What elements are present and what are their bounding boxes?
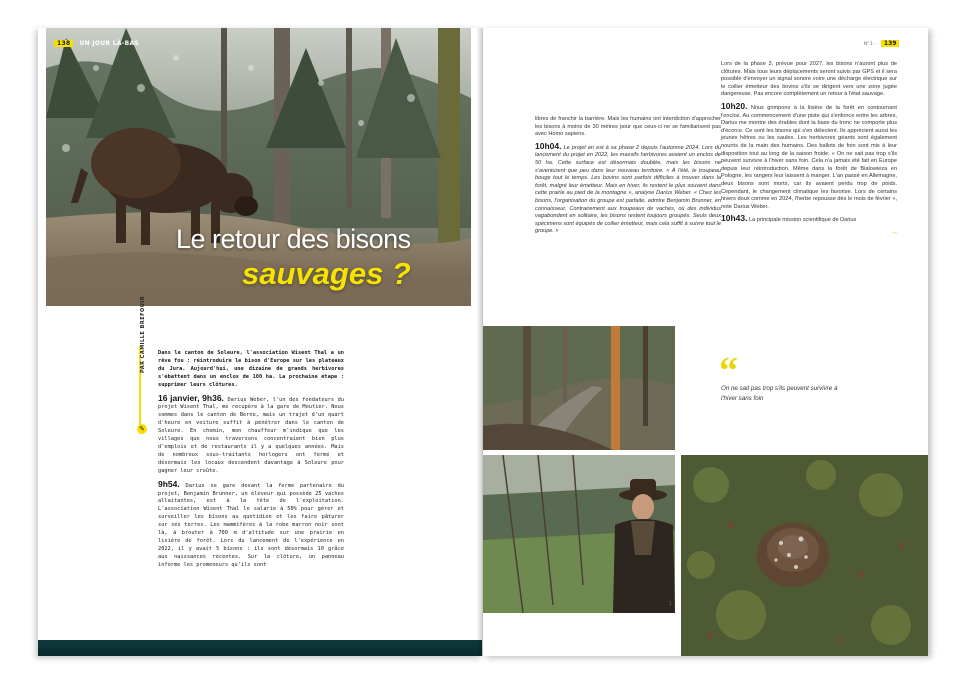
right-page: [483, 28, 928, 656]
paragraph-text: Darius Weber, l'un des fondateurs du projet Wisent Thal, me récupère à la gare de Moutier. Nous sommes dans le canton de Berne, mais un trajet d'un quart d'heure en voiture suffit à pénétrer dans le canton de Soleure. En chemin, mon chauffeur m'indique que les villages que nous traversons concentraient bien plus d'emplois et de restaurants il y a quelques années. Mais de nombreux sous-traitants horlogers ont fermé et désormais les locaux descendent davantage à Soleure pour gagner leur croûte.: [158, 396, 344, 474]
issue-meta: N° 1 · ·: [864, 40, 878, 46]
intro-paragraph: Dans le canton de Soleure, l'association Wisent Thal a un rêve fou : réintroduire le bison d'Europe sur les plateaux du Jura. Aujourd'hui, une dizaine de grands herbivores s'ébattent dans un enclos de 100 ha. La prochaine étape : supprimer leurs clôtures.: [158, 350, 344, 388]
pen-icon: ✎: [137, 424, 147, 434]
article-title-line1: Le retour des bisons: [176, 224, 411, 254]
paragraph-text: Nous grimpons à la lisière de la forêt en contournant l'enclos. Au commencement d'une piste qui s'enfonce entre les arbres, Darius me montre des érables dont la base du tronc ne comporte plus d'écorce. Ce sont les bisons qui s'en délectent. Ils apprécient aussi les jeunes hêtres ou les saules. Les herbivores géants sont également nourris de la main des humains. Des ballots de foin sont mis à leur disposition tout au long de la saison froide. « On ne sait pas trop s'ils peuvent survivre à l'hiver sans foin. Cela n'a jamais été fait en Europe depuis leur réintroduction. Même dans la forêt de Bialowieza en Pologne, les rangers leur laissent à manger. L'an passé en Allemagne, deux bisons sont morts, car ils avaient perdu trop de poids. Cependant, le changement climatique les favorise. Lors de certains hivers doux comme en 2024, l'herbe repousse dès le mois de février », note Darius Weber.: [721, 104, 897, 210]
paragraph-continued: libres de franchir la barrière. Mais les humains ont interdiction d'approcher les bisons à moins de 30 mètres pour que ceux-ci ne se familiarisent pas avec Homo sapiens.: [535, 116, 721, 138]
right-column-2: [721, 61, 897, 236]
timestamp: 9h54.: [158, 478, 180, 489]
bottom-photo-band: [38, 640, 482, 656]
paragraph-text: La principale mission scientifique de Darius: [749, 217, 857, 224]
paragraph-1: [158, 392, 344, 476]
right-column-1: [535, 116, 721, 240]
continue-arrow-icon: »»: [892, 229, 897, 235]
photo-darius-weber: [483, 455, 675, 613]
byline: PAR CAMILLE BREFOUIR: [140, 295, 146, 373]
left-page: [38, 28, 482, 656]
photo-caption-number: 1: [669, 601, 672, 606]
paragraph-text: Darius se gare devant la ferme partenaire du projet, Benjamin Brunner, un éleveur qui possède 25 vaches allaitantes, est à la tête de l'exploitation. L'association Wisent Thal le salarie à 50% pour gérer et surveiller les bisons au quotidien et les faire pâturer sur ses terres. Les mammifères à la robe marron noir sont là, à brouter à 700 m d'altitude sur une prairie en lisière de forêt. Lors du lancement de l'expérience en 2022, il y avait 5 bisons : ils sont désormais 10 grâce aux naissances récentes. Sur la clôture, un panneau informe les promeneurs qu'ils sont: [158, 482, 344, 568]
paragraph-2: [158, 478, 344, 570]
paragraph-1043: [721, 215, 897, 225]
paragraph-1020: [721, 100, 897, 211]
section-label: UN JOUR LÀ-BAS: [79, 39, 140, 47]
paragraph-phase3: Lors de la phase 3, prévue pour 2027, les bisons n'auront plus de clôtures. Mais tous leurs déplacements seront suivis par GPS et il sera possible d'envoyer un signal sonore voire une décharge électrique sur le collier émetteur des bovins s'ils se dirigent vers une zone jugée dangereuse. Pas encore complètement un retour à l'état sauvage.: [721, 61, 897, 98]
page-number: 139: [881, 40, 900, 47]
pull-quote: On ne sait pas trop s'ils peuvent survivre à l'hiver sans foin: [721, 385, 838, 402]
page-number: 138: [54, 40, 73, 47]
photo-forest-path: [483, 326, 675, 450]
timestamp: 16 janvier, 9h36.: [158, 392, 224, 403]
paragraph-1004: [535, 140, 721, 236]
timestamp: 10h04.: [535, 140, 562, 151]
left-text-column: [158, 350, 344, 575]
timestamp: 10h43.: [721, 213, 748, 224]
hero-photo-bison: [46, 28, 471, 306]
folio-right: [864, 38, 899, 48]
article-title-line2: sauvages ?: [242, 256, 411, 291]
folio-left: [54, 38, 139, 48]
paragraph-text: Le projet en est à sa phase 2 depuis l'automne 2024. Lors du lancement du projet en 2022, les massifs herbivores avaient un enclos de 50 ha. Cette surface est désormais doublée, mais les bisons ne s'aventurent que peu dans leur nouveau territoire. « À l'été, le troupeau bouge tout le temps. Les bovins sont parfois difficiles à trouver dans la forêt, malgré leur émetteur. Mais en hiver, ils restent le plus souvent dans cette prairie au pied de la montagne », analyse Darius Weber. « Chez les bisons, l'organisation du groupe est parfaite, admire Benjamin Brunner, en connaisseur. Contrairement aux troupeaux de vaches, où des individus vagabondent en solitaire, les bisons restent toujours groupés. Seuls deux spécimens sont équipés de collier émetteur, mais cela suffit à suivre tout le groupe. »: [535, 144, 721, 235]
quote-mark-icon: “: [719, 350, 738, 392]
timestamp: 10h20.: [721, 100, 748, 111]
photo-bison-dung: [681, 455, 928, 656]
